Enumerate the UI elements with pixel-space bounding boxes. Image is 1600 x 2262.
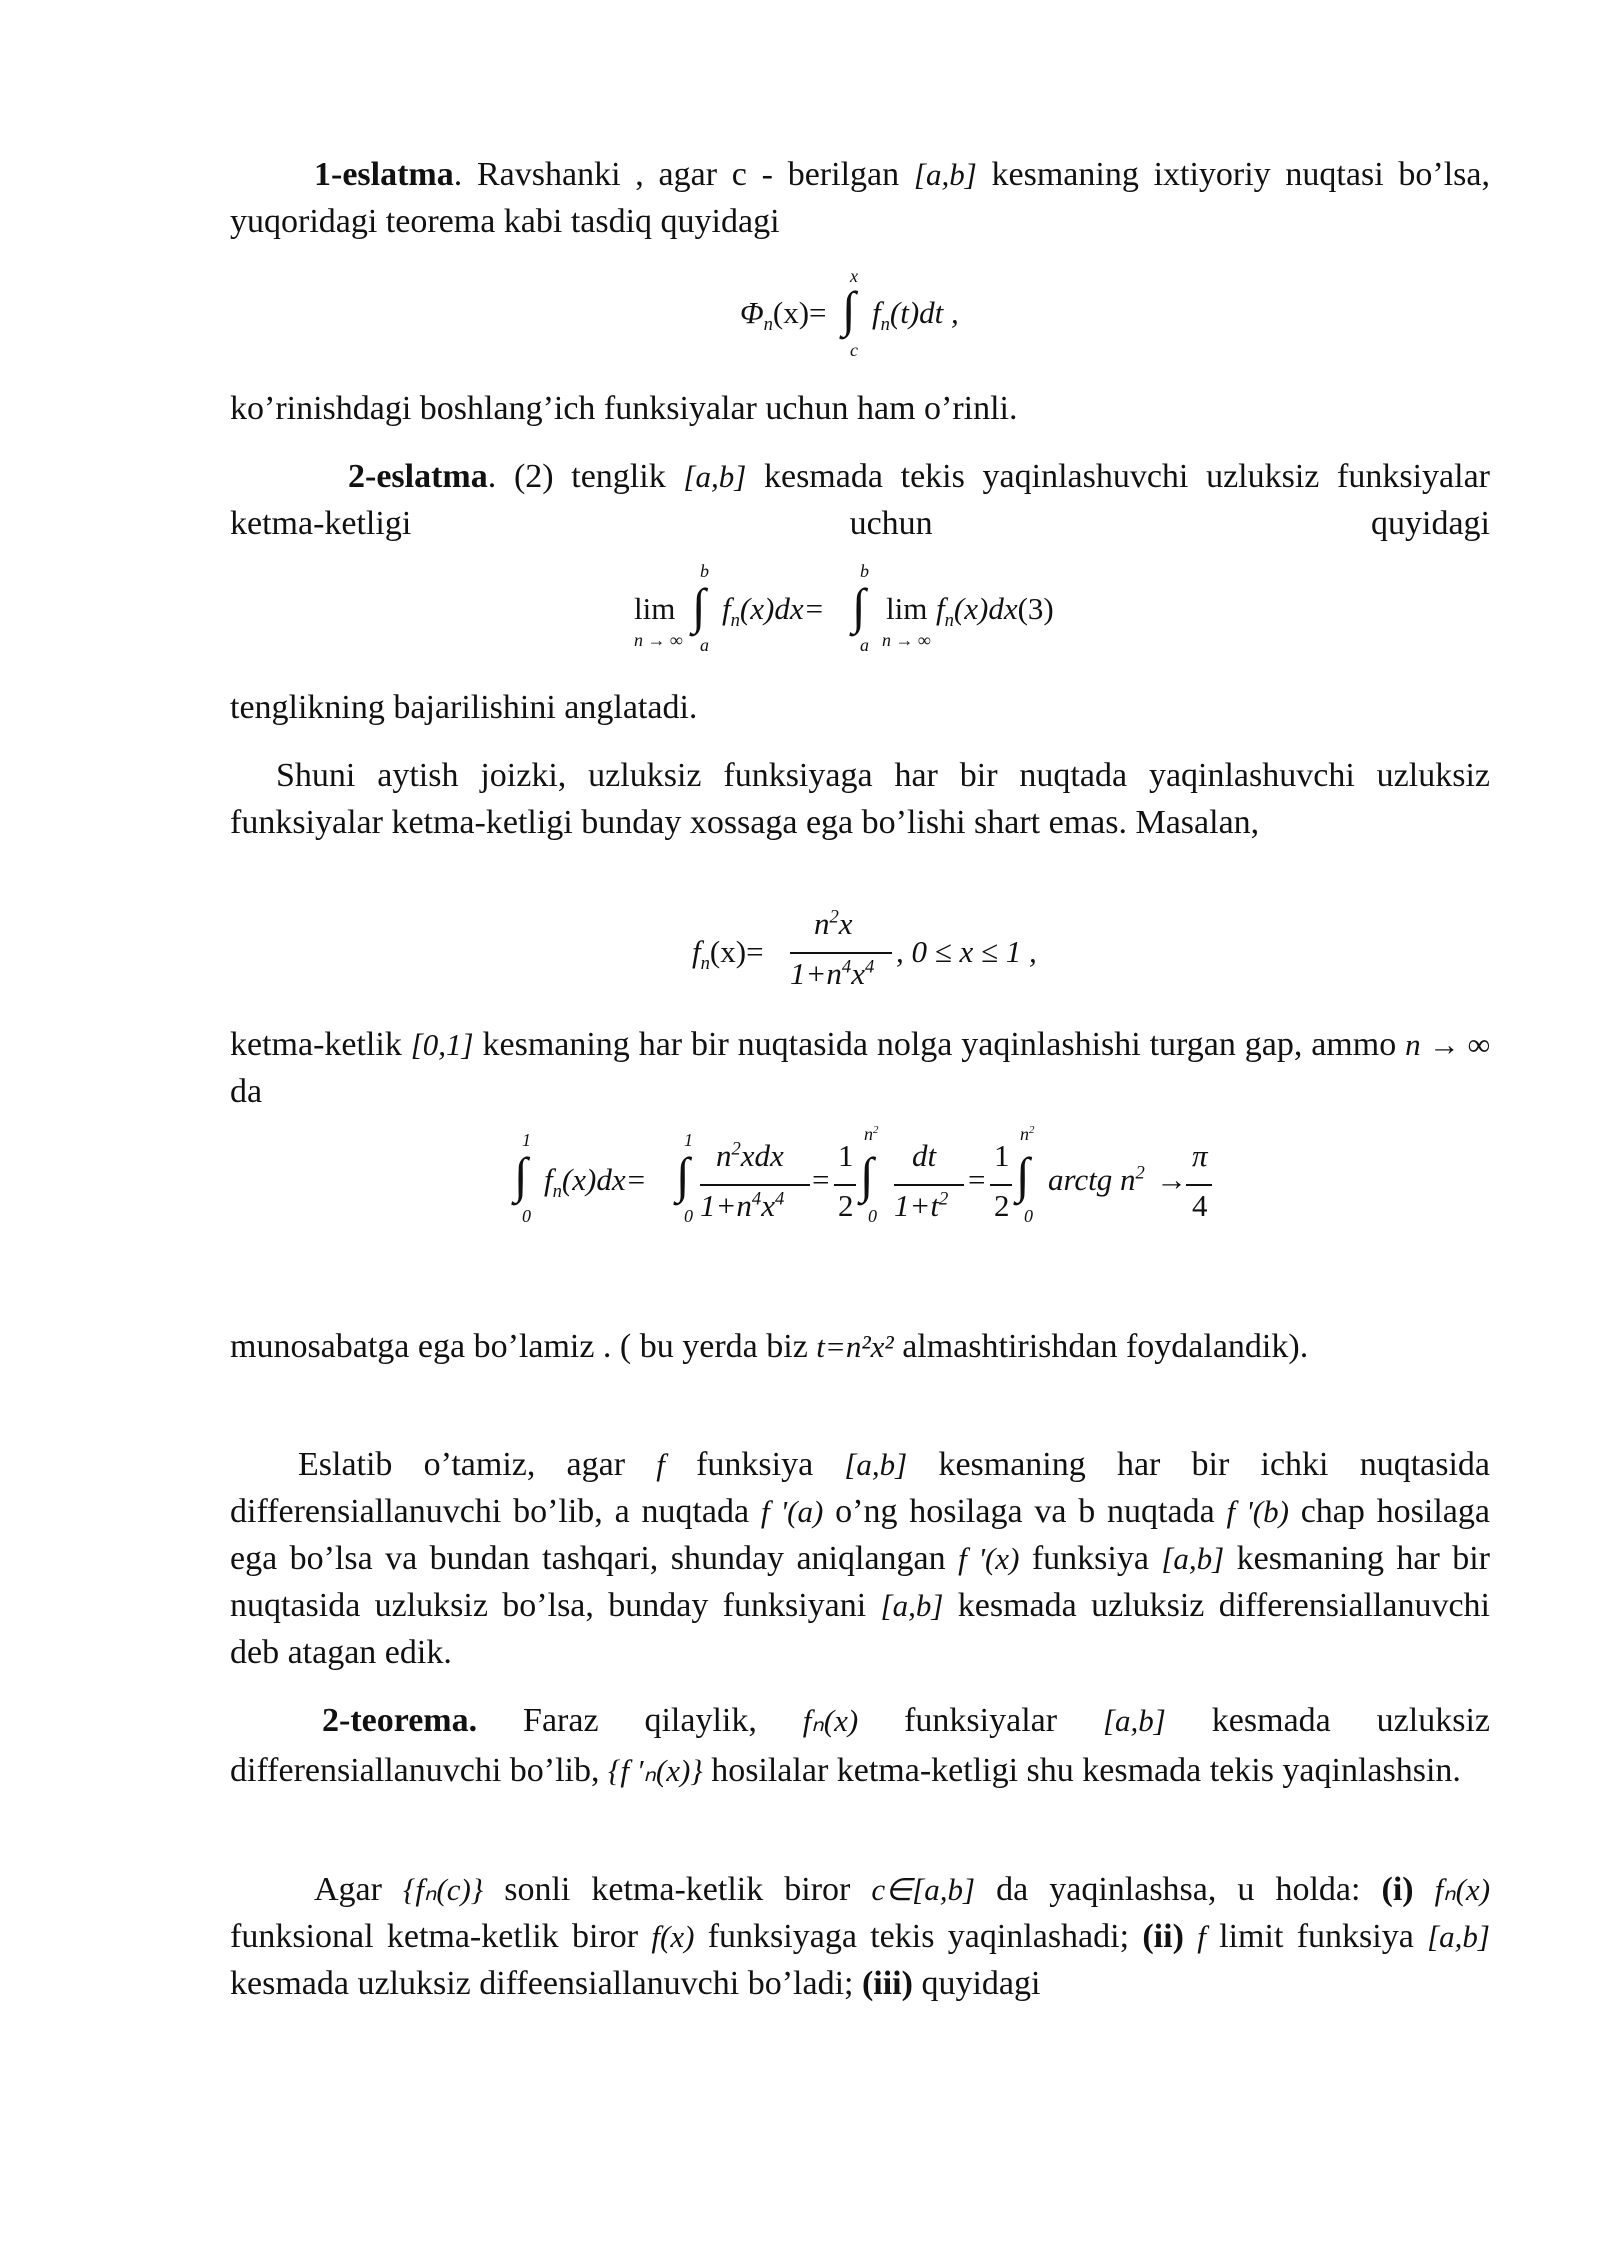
thm-text-b: funksiyalar	[858, 1702, 1103, 1739]
item-iii-text: quyidagi	[912, 1965, 1041, 2002]
thm-text-c: kesmada uzluksiz differensiallanuvchi bo’lib,	[230, 1702, 1490, 1789]
formula2-f2: f	[936, 591, 945, 626]
formula3-num-sup: 2	[829, 906, 839, 928]
f4-l3: 0	[868, 1206, 877, 1226]
seq-text-a: ketma-ketlik	[230, 1026, 411, 1063]
theorem-2-paragraph	[230, 1696, 1490, 1796]
f4-l1: 0	[522, 1206, 531, 1226]
formula2-f2-sub: n	[944, 610, 954, 632]
formula-limit-exchange	[632, 561, 1092, 660]
def-fa: f '(a)	[760, 1494, 824, 1529]
integral-sign: ∫	[860, 1147, 874, 1203]
stmt-text-a: Agar	[314, 1871, 404, 1908]
f4-l2: 0	[684, 1206, 693, 1226]
formula3-den: 1+n	[790, 956, 842, 991]
remark-2-conclusion-text: tenglikning bajarilishini anglatadi.	[230, 689, 698, 726]
f4-f: f	[544, 1162, 553, 1197]
interval-ab: [a,b]	[1102, 1703, 1166, 1738]
theorem-2-label: 2-teorema.	[322, 1702, 478, 1739]
def-text-d: o’ng hosilaga va b nuqtada	[823, 1493, 1227, 1530]
f4-den2: 1+n	[700, 1188, 752, 1223]
formula1-sub: n	[763, 314, 773, 336]
formula2-upper2: b	[860, 561, 869, 581]
n-to-infinity: n → ∞	[1405, 1027, 1490, 1062]
integral-sign: ∫	[692, 578, 706, 634]
fraction-bar	[1186, 1184, 1212, 1186]
interval-ab: [a,b]	[1427, 1919, 1490, 1954]
f4-u4: n	[1020, 1124, 1029, 1144]
interval-ab: [a,b]	[1161, 1541, 1225, 1576]
formula2-f2-rest: (x)dx	[953, 591, 1018, 626]
formula2-lim-sub: n → ∞	[634, 630, 683, 650]
f4-eq2: =	[968, 1162, 986, 1197]
integral-sign: ∫	[852, 578, 866, 634]
def-text-a: Eslatib o’tamiz, agar	[298, 1446, 657, 1483]
remark-1-paragraph	[230, 151, 1490, 245]
def-text-f: funksiya	[1019, 1540, 1162, 1577]
formula3-f-sub: n	[700, 953, 710, 975]
formula-integral-computation	[512, 1124, 1212, 1232]
integral-sign: ∫	[1016, 1147, 1030, 1203]
f4-arctg: arctg n	[1048, 1162, 1136, 1197]
remark-1-conclusion-text: ko’rinishdagi boshlang’ich funksiyalar uchun ham o’rinli.	[230, 390, 1018, 427]
formula1-f-rest: (t)dt ,	[889, 295, 959, 330]
f4-num2-sup: 2	[731, 1138, 741, 1160]
def-text-g: kesmaning har bir nuqtasida uzluksiz bo’lsa, bunday funksiyani	[230, 1540, 1490, 1624]
def-text-h: kesmada uzluksiz differensiallanuvchi deb atagan edik.	[230, 1587, 1490, 1671]
interval-ab: [a,b]	[683, 459, 747, 494]
integral-sign: ∫	[842, 281, 856, 337]
sequence-behavior-paragraph	[230, 1021, 1490, 1115]
substitution-paragraph	[230, 1323, 1490, 1370]
theorem-2-statement	[230, 1866, 1490, 2007]
item-iii-label: (iii)	[861, 1965, 913, 2002]
formula3-tail: , 0 ≤ x ≤ 1 ,	[896, 934, 1037, 969]
stmt-text-b: sonli ketma-ketlik biror	[483, 1871, 872, 1908]
fraction-bar	[790, 952, 892, 954]
seq-text-b: kesmaning har bir nuqtasida nolga yaqinlashishi turgan gap, ammo	[473, 1026, 1406, 1063]
thm-derivative-seq: {f ′ₙ(x)}	[607, 1753, 703, 1788]
remark-1-text-a: . Ravshanki , agar c - berilgan	[453, 156, 914, 193]
f4-den2-mid: x	[761, 1188, 775, 1223]
f4-pi-den: 4	[1192, 1188, 1208, 1223]
remark-2-conclusion	[230, 684, 1490, 731]
formula3-num-rest: x	[838, 906, 853, 941]
remark-2-text-b: kesmada tekis yaqinlashuvchi uzluksiz funksiyalar ketma-ketligi uchun quyidagi	[230, 458, 1491, 542]
thm-text-a: Faraz qilaylik,	[477, 1702, 803, 1739]
equation-number: (3)	[1017, 591, 1054, 626]
formula2-f-rest: (x)dx=	[739, 591, 825, 626]
f4-f-sub: n	[552, 1181, 562, 1203]
seq-text-c: da	[230, 1073, 263, 1110]
fraction-bar	[894, 1184, 964, 1186]
formula1-f-sub: n	[880, 314, 890, 336]
f4-pi: π	[1192, 1138, 1208, 1173]
formula2-lower: a	[700, 635, 709, 655]
formula2-lower2: a	[860, 635, 869, 655]
formula2-f-sub: n	[730, 610, 740, 632]
f4-half1-den: 2	[838, 1188, 854, 1223]
interval-ab: [a,b]	[880, 1588, 944, 1623]
formula3-den-mid: x	[851, 956, 865, 991]
fraction-bar	[700, 1184, 810, 1186]
remark-2-paragraph	[230, 453, 1490, 547]
def-f: f	[656, 1447, 665, 1482]
formula2-lim: lim	[634, 591, 676, 626]
integral-sign: ∫	[676, 1147, 690, 1203]
formula3-f: f	[692, 934, 701, 969]
f4-num2: n	[716, 1138, 732, 1173]
formula3-den-sup2: 4	[864, 956, 875, 978]
formula1-lower-limit: c	[850, 340, 858, 360]
f4-half2-num: 1	[994, 1138, 1010, 1173]
def-text-e: chap hosilaga ega bo’lsa va bundan tashqari, shunday aniqlangan	[230, 1493, 1490, 1577]
f4-den2-sup1: 4	[751, 1188, 762, 1210]
item-ii-text-a: limit funksiya	[1205, 1918, 1428, 1955]
item-i-label: (i)	[1381, 1871, 1414, 1908]
remark-1-conclusion	[230, 385, 1490, 432]
formula-antiderivative	[738, 268, 998, 358]
def-text-b: funksiya	[664, 1446, 845, 1483]
interval-01: [0,1]	[410, 1027, 474, 1062]
f4-num3: dt	[912, 1138, 937, 1173]
item-ii-f: f	[1197, 1919, 1206, 1954]
formula3-den-sup1: 4	[841, 956, 852, 978]
formula2-lim2: lim	[886, 591, 928, 626]
f4-f-rest: (x)dx=	[561, 1162, 647, 1197]
remark-2-text-a: . (2) tenglik	[487, 458, 684, 495]
formula3-num: n	[814, 906, 830, 941]
stmt-text-c: da yaqinlashsa, u holda:	[975, 1871, 1361, 1908]
item-i-text-a: funksional ketma-ketlik biror	[230, 1918, 652, 1955]
formula1-arg: (x)=	[772, 295, 827, 330]
f4-arctg-sup: 2	[1135, 1162, 1145, 1184]
formula1-f: f	[872, 295, 881, 330]
fraction-bar	[834, 1184, 856, 1186]
remark-2-label: 2-eslatma	[348, 458, 488, 495]
f4-u4-sup: 2	[1029, 1124, 1035, 1136]
item-ii-label: (ii)	[1142, 1918, 1184, 1955]
f4-den2-sup2: 4	[774, 1188, 785, 1210]
f4-half1-num: 1	[838, 1138, 854, 1173]
f4-u3-sup: 2	[873, 1124, 879, 1136]
item-i-fn: fₙ(x)	[1434, 1872, 1491, 1907]
def-text-c: kesmaning har bir ichki nuqtasida differensiallanuvchi bo’lib, a nuqtada	[230, 1446, 1490, 1530]
definition-paragraph	[230, 1441, 1490, 1676]
formula-sequence-example	[690, 906, 1050, 1000]
stmt-seq-c: {fₙ(c)}	[403, 1872, 484, 1907]
counterexample-text: Shuni aytish joizki, uzluksiz funksiyaga har bir nuqtada yaqinlashuvchi uzluksiz funksiyalar ketma-ketligi bunday xossaga ega bo’lishi shart emas. Masalan,	[230, 757, 1490, 841]
f4-u3: n	[864, 1124, 873, 1144]
f4-half2-den: 2	[994, 1188, 1010, 1223]
f4-den3: 1+t	[894, 1188, 940, 1223]
substitution-formula: t=n²x²	[816, 1329, 894, 1364]
f4-arrow: →	[1156, 1162, 1187, 1197]
remark-1-text-b: kesmaning ixtiyoriy nuqtasi bo’lsa, yuqoridagi teorema kabi tasdiq quyidagi	[230, 156, 1490, 240]
item-i-text-b: funksiyaga tekis yaqinlashadi;	[694, 1918, 1130, 1955]
f4-eq1: =	[812, 1162, 830, 1197]
formula1-upper-limit: x	[850, 266, 858, 286]
remark-1-label: 1-eslatma	[314, 156, 454, 193]
stmt-c-in-ab: c∈[a,b]	[871, 1872, 976, 1907]
interval-ab: [a,b]	[844, 1447, 908, 1482]
fraction-bar	[990, 1184, 1012, 1186]
thm-fn: fₙ(x)	[802, 1703, 859, 1738]
f4-u1: 1	[522, 1130, 531, 1150]
formula1-phi: Φ	[740, 295, 764, 330]
formula2-upper: b	[700, 561, 709, 581]
f4-l4: 0	[1024, 1206, 1033, 1226]
counterexample-paragraph	[230, 752, 1490, 846]
def-fx: f '(x)	[958, 1541, 1020, 1576]
integral-sign: ∫	[514, 1147, 528, 1203]
item-i-f: f(x)	[651, 1919, 695, 1954]
formula2-f: f	[722, 591, 731, 626]
f4-num2-rest: xdx	[740, 1138, 784, 1173]
interval-ab: [a,b]	[913, 157, 977, 192]
item-ii-text-b: kesmada uzluksiz diffeensiallanuvchi bo’ladi;	[230, 1965, 854, 2002]
subst-text-b: almashtirishdan foydalandik).	[893, 1328, 1309, 1365]
formula2-lim2-sub: n → ∞	[882, 630, 931, 650]
formula3-lhs-rest: (x)=	[709, 934, 764, 969]
f4-u2: 1	[684, 1130, 693, 1150]
def-fb: f '(b)	[1226, 1494, 1289, 1529]
subst-text-a: munosabatga ega bo’lamiz . ( bu yerda biz	[230, 1328, 817, 1365]
thm-text-d: hosilalar ketma-ketligi shu kesmada tekis yaqinlashsin.	[702, 1752, 1461, 1789]
f4-den3-sup: 2	[939, 1188, 949, 1210]
